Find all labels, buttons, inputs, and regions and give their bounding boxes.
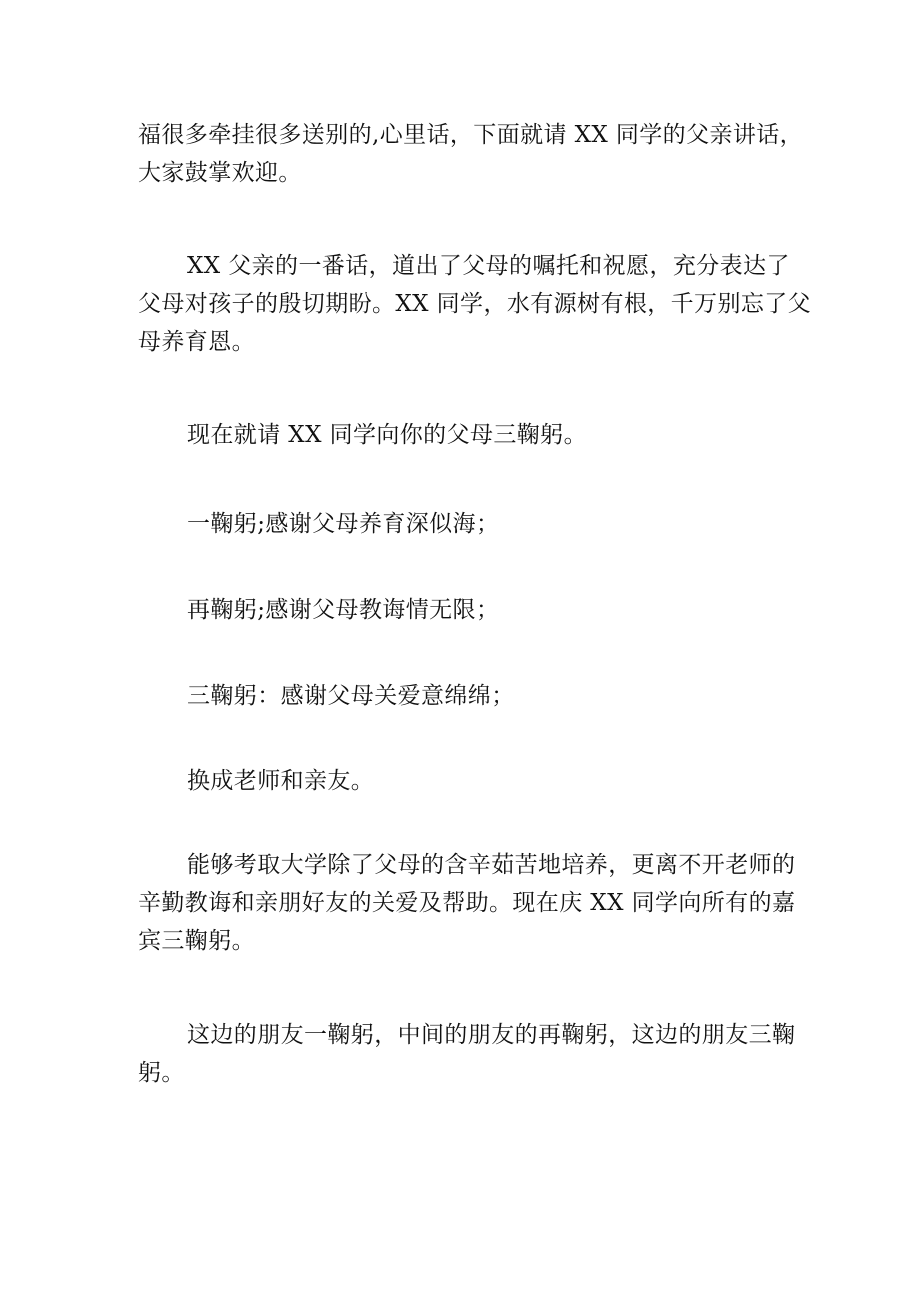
text-line: XX 父亲的一番话，道出了父母的嘱托和祝愿，充分表达了 <box>187 253 790 279</box>
text-line: 再鞠躬;感谢父母教诲情无限； <box>187 597 500 623</box>
text-line: 宾三鞠躬。 <box>138 928 255 954</box>
text-line: 换成老师和亲友。 <box>187 768 375 794</box>
text-line: 能够考取大学除了父母的含辛茹苦地培养，更离不开老师的 <box>187 852 796 878</box>
text-line: 现在就请 XX 同学向你的父母三鞠躬。 <box>187 422 587 448</box>
paragraph-thanks-teachers-friends <box>138 846 798 960</box>
text-line: 一鞠躬;感谢父母养育深似海； <box>187 511 500 537</box>
text-line: 大家鼓掌欢迎。 <box>138 160 302 186</box>
paragraph-bow-to-parents <box>138 416 798 454</box>
paragraph-third-bow <box>138 677 798 715</box>
text-line: 三鞠躬：感谢父母关爱意绵绵； <box>187 683 515 709</box>
text-line: 这边的朋友一鞠躬，中间的朋友的再鞠躬，这边的朋友三鞠 <box>187 1022 796 1048</box>
paragraph-first-bow <box>138 505 798 543</box>
text-line: 母养育恩。 <box>138 329 255 355</box>
paragraph-father-speech-response <box>138 247 812 361</box>
paragraph-bow-to-guests <box>138 1016 798 1092</box>
text-line: 辛勤教诲和亲朋好友的关爱及帮助。现在庆 XX 同学向所有的嘉 <box>138 890 796 916</box>
paragraph-second-bow <box>138 591 798 629</box>
paragraph-switch-to-teachers <box>138 762 798 800</box>
text-line: 父母对孩子的殷切期盼。XX 同学，水有源树有根，千万别忘了父 <box>138 291 812 317</box>
text-line: 躬。 <box>138 1060 185 1086</box>
text-line: 福很多牵挂很多送别的,心里话，下面就请 XX 同学的父亲讲话， <box>138 122 804 148</box>
paragraph-father-speech-intro <box>138 116 804 192</box>
